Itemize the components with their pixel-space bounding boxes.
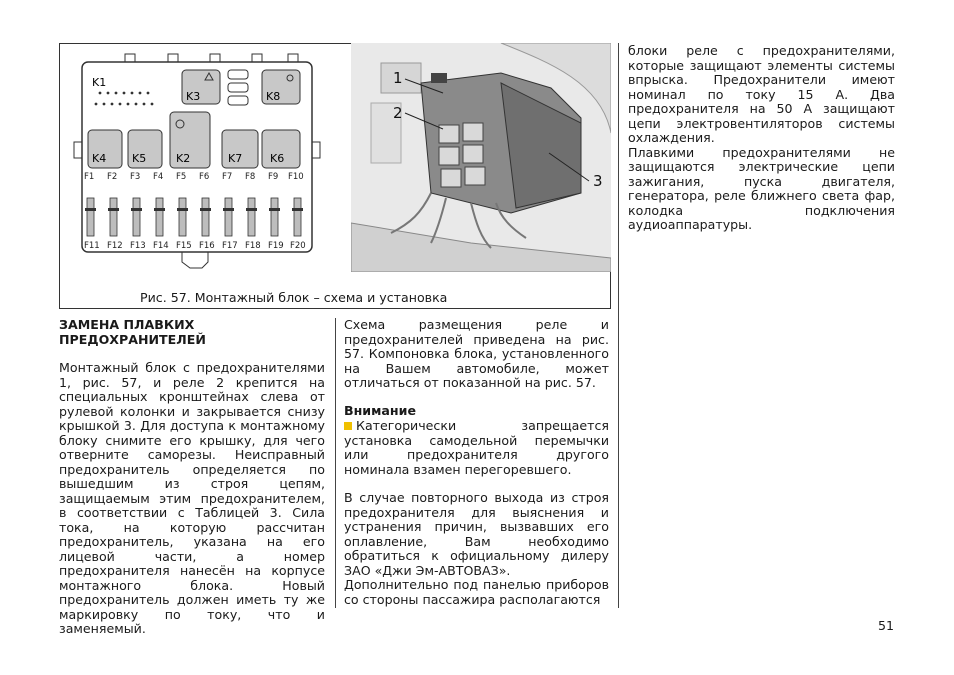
fuse-label-f18: F18: [245, 241, 261, 251]
fuse-label-f17: F17: [222, 241, 238, 251]
callout-2: 2: [393, 104, 403, 122]
relay-label-k3: K3: [186, 90, 201, 103]
middle-column-text-2: В случае повторного выхода из строя предохранителя для выяснения и устранения причин, вызвавших его оплавление, Вам необходимо обратиться к официальному дилеру ЗАО «Джи Эм-АВТОВАЗ». Дополнительно под панелью приборов со стороны пассажира располагаются: [344, 490, 609, 607]
installation-photo: [351, 43, 611, 272]
fuse-label-f7: F7: [222, 172, 233, 182]
fuse-label-f10: F10: [288, 172, 304, 182]
warning-text: Категорически запрещается установка самодельной перемычки или предохранителя другого номинала взамен перегоревшего.: [344, 418, 609, 477]
fuse-label-f8: F8: [245, 172, 256, 182]
page-number: 51: [878, 618, 895, 633]
warning-title: Внимание: [344, 403, 416, 418]
fuse-label-f3: F3: [130, 172, 141, 182]
fuse-label-f9: F9: [268, 172, 279, 182]
callout-3: 3: [593, 172, 603, 190]
section-heading: ЗАМЕНА ПЛАВКИХ ПРЕДОХРАНИТЕЛЕЙ: [59, 317, 206, 347]
middle-column-text-1: Схема размещения реле и предохранителей приведена на рис. 57. Компоновка блока, установленного на Вашем автомобиле, может отличаться от показанной на рис. 57.: [344, 317, 609, 390]
fuse-label-f14: F14: [153, 241, 169, 251]
column-divider-right: [618, 43, 619, 608]
warning-block: [344, 419, 609, 477]
fuse-label-f1: F1: [84, 172, 95, 182]
fuse-label-f12: F12: [107, 241, 123, 251]
fuse-label-f20: F20: [290, 241, 306, 251]
relay-label-k2: K2: [176, 152, 191, 165]
fuse-label-f11: F11: [84, 241, 100, 251]
relay-label-k1: K1: [92, 76, 107, 89]
fuse-label-f13: F13: [130, 241, 146, 251]
fuse-label-f6: F6: [199, 172, 210, 182]
callout-1: 1: [393, 69, 403, 87]
left-column-text: Монтажный блок с предохранителями 1, рис. 57, и реле 2 крепится на специальных кронштейнах слева от рулевой колонки и закрывается снизу крышкой 3. Для доступа к монтажному блоку снимите его крышку, для чего отверните саморезы. Неисправный предохранитель определяется по вышедшим из строя цепям, защищаемым этим предохранителем, в соответствии с Таблицей 3. Сила тока, на которую рассчитан предохранитель, указана на его лицевой части, а номер предохранителя нанесён на корпусе монтажного блока. Новый предохранитель должен иметь ту же маркировку по току, что и заменяемый.: [59, 360, 325, 636]
column-divider-left: [335, 318, 336, 608]
figure-caption: Рис. 57. Монтажный блок – схема и установка: [140, 290, 448, 305]
relay-label-k5: K5: [132, 152, 147, 165]
fuse-label-f16: F16: [199, 241, 215, 251]
warning-bullet-icon: [344, 422, 352, 430]
relay-label-k8: K8: [266, 90, 281, 103]
fuse-label-f15: F15: [176, 241, 192, 251]
fuse-label-f4: F4: [153, 172, 164, 182]
relay-label-k4: K4: [92, 152, 107, 165]
relay-label-k7: K7: [228, 152, 243, 165]
fuse-label-f5: F5: [176, 172, 187, 182]
fuse-block-schematic: [62, 50, 332, 275]
fuse-label-f2: F2: [107, 172, 118, 182]
fuse-label-f19: F19: [268, 241, 284, 251]
right-column-text: блоки реле с предохранителями, которые защищают элементы системы впрыска. Предохранители имеют номинал по току 15 А. Два предохранителя на 50 А защищают цепи электровентиляторов системы охлаждения. Плавкими предохранителями не защищаются электрические цепи зажигания, пуска двигателя, генератора, реле ближнего света фар, колодка подключения аудиоаппаратуры.: [628, 43, 895, 232]
relay-label-k6: K6: [270, 152, 285, 165]
